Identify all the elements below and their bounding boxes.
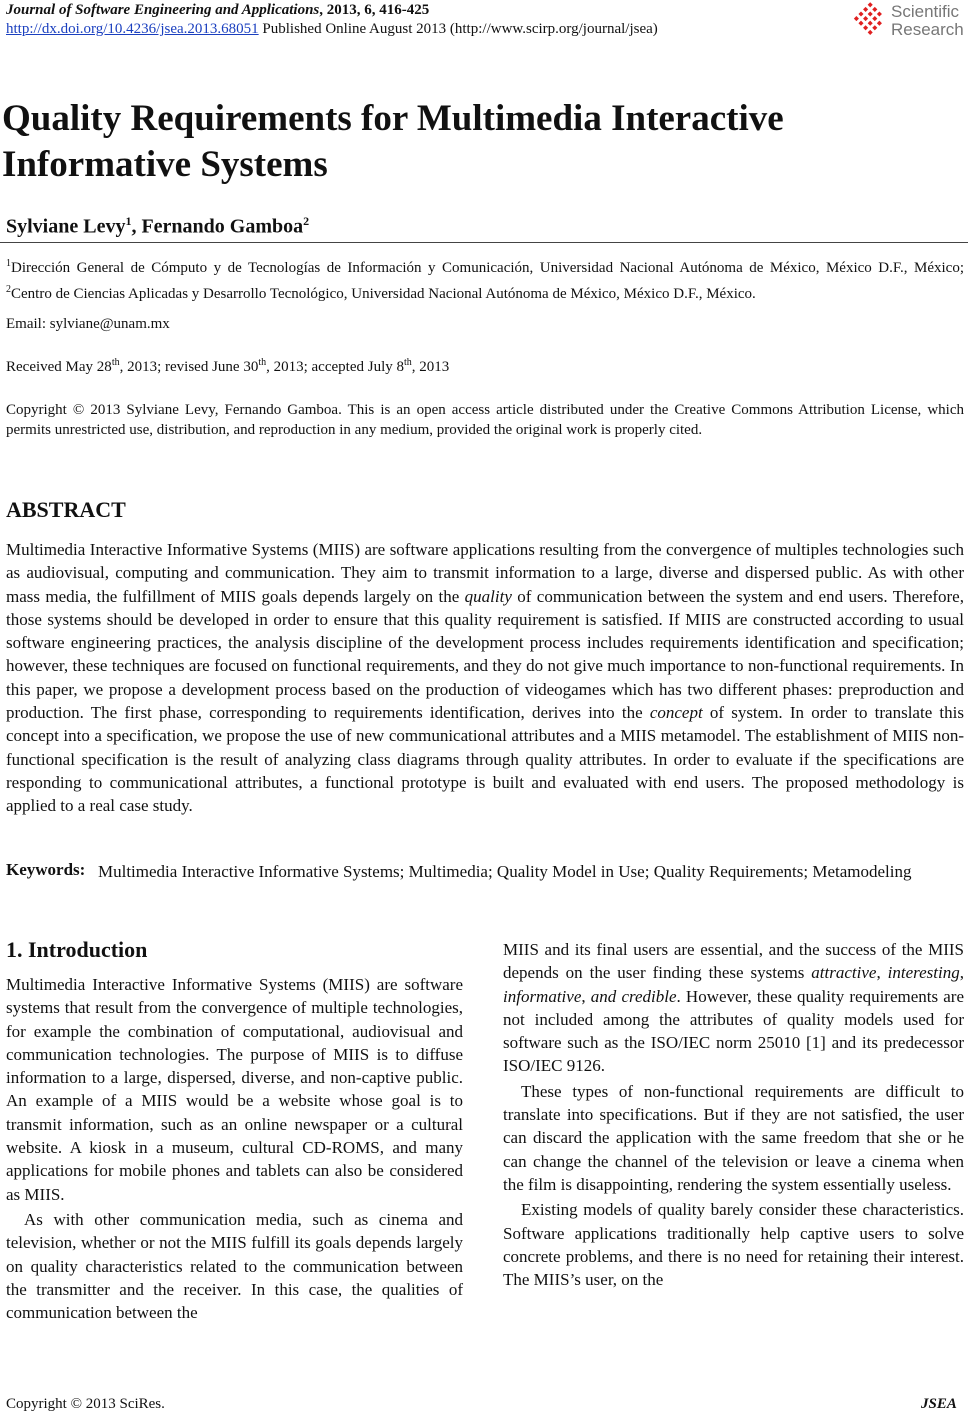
author-1: Sylviane Levy xyxy=(6,215,126,238)
author-list xyxy=(6,214,309,239)
logo-square xyxy=(868,2,873,7)
footer-copyright: Copyright © 2013 SciRes. xyxy=(6,1396,165,1412)
abstract-text-3: of system. In order to translate this concept into a specification, we propose the use of new communicational attributes and a MIIS metamodel. The establishment of MIIS non-functional specification is the result of analyzing class diagrams through quality attributes. In order to evaluate if the specifications are responding to communicational attributes, a functional prototype is built and evaluated with end users. The proposed methodology is applied to a real case study. xyxy=(6,703,964,816)
abstract-body xyxy=(6,538,964,818)
affil-2: Centro de Ciencias Aplicadas y Desarrollo Tecnológico, Universidad Nacional Autónoma de México, México D.F., México. xyxy=(11,286,756,302)
logo-square xyxy=(872,25,877,30)
text-run: , xyxy=(876,963,888,983)
logo-square xyxy=(868,30,873,35)
logo-square xyxy=(877,21,882,26)
intro-paragraph: Existing models of quality barely consider these characteristics. Software applications traditionally help captive users to solve concrete problems, and there is no need for retaining their interest. The MIIS’s user, on the xyxy=(503,1200,964,1290)
logo-square xyxy=(872,16,877,21)
logo-line-2: Research xyxy=(891,20,964,39)
logo-square xyxy=(863,25,868,30)
logo-square xyxy=(877,11,882,16)
italic-term: informative xyxy=(503,986,582,1006)
right-column xyxy=(503,938,964,1291)
header-divider xyxy=(0,242,968,243)
copyright-notice: Copyright © 2013 Sylviane Levy, Fernando Gamboa. This is an open access article distributed under the Creative Commons Attribution License, which permits unrestricted use, distribution, and reproduction in any medium, provided the original work is properly cited. xyxy=(6,402,964,438)
revised-part: , 2013; revised June 30 xyxy=(119,359,259,375)
author-email: Email: sylviane@unam.mx xyxy=(6,316,170,332)
text-run: , xyxy=(959,963,964,983)
abstract-text-2: of communication between the system and end users. Therefore, those systems should be developed in order to ensure that this quality requirement is satisfied. If MIIS are constructed according to usual software engineering practices, the analysis discipline of the development process includes requirements identification and specification; however, these techniques are focused on functional requirements, and they do not give much importance to non-functional requirements. In this paper, we propose a development process based on the production of videogames which has two different phases: preproduction and production. The first phase, corresponding to requirements identification, derives into the xyxy=(6,586,964,723)
logo-square xyxy=(872,7,877,12)
author-separator: , xyxy=(131,215,142,238)
logo-square xyxy=(854,16,859,21)
intro-paragraph: These types of non-functional requirements are difficult to translate into specifications. But if they are not satisfied, the user can discard the application with the same freedom that she or he can change the channel of the television or leave a cinema when the film is disappointing, rendering the system essentially useless. xyxy=(503,1081,964,1194)
italic-term: and credible xyxy=(590,986,677,1006)
italic-term: interesting xyxy=(887,963,960,983)
text-run: , xyxy=(581,986,591,1006)
published-online: Published Online August 2013 (http://www.scirp.org/journal/jsea) xyxy=(258,21,658,37)
abstract-text-1: Multimedia Interactive Informative Systems (MIIS) are software applications resulting from the convergence of multiples technologies such as audiovisual, computing and communication. They aim to transmit information to a large, diverse and dispersed public. As with other mass media, the fulfillment of MIIS goals depends largely on the xyxy=(6,540,964,606)
affil-1-marker: 1 xyxy=(6,258,11,269)
revised-sup: th xyxy=(258,357,267,368)
italic-term: attractive xyxy=(811,963,877,983)
received-dates xyxy=(6,357,449,376)
intro-paragraph: As with other communication media, such as cinema and television, whether or not the MIIS fulfill its goals depends largely on quality characteristics related to the communication between the transmitter and the receiver. In this case, the qualities of communication between the xyxy=(6,1209,463,1323)
abstract-concept: concept xyxy=(649,703,703,723)
keywords-label: Keywords: xyxy=(6,860,86,879)
journal-volume: , 2013, 6, 416-425 xyxy=(319,2,430,18)
left-column xyxy=(6,973,463,1324)
footer-journal-abbrev: JSEA xyxy=(921,1396,957,1412)
logo-square xyxy=(868,11,873,16)
logo-square xyxy=(863,16,868,21)
publisher-logo-mark xyxy=(848,1,888,41)
section-heading-introduction: 1. Introduction xyxy=(6,937,148,962)
logo-square xyxy=(868,21,873,26)
author-2: Fernando Gamboa xyxy=(141,215,304,238)
author-1-affil: 1 xyxy=(125,214,132,228)
abstract-quality: quality xyxy=(464,586,512,606)
text-run: MIIS and its final users are essential, and the success of the MIIS depends on the user finding these systems xyxy=(503,940,964,983)
abstract-heading: ABSTRACT xyxy=(6,497,126,522)
year-part: , 2013 xyxy=(411,359,450,375)
intro-paragraph xyxy=(503,938,964,1078)
received-part: Received May 28 xyxy=(6,359,112,375)
keywords-text: Multimedia Interactive Informative Systems; Multimedia; Quality Model in Use; Quality Requirements; Metamodeling xyxy=(98,862,912,881)
doi-link[interactable]: http://dx.doi.org/10.4236/jsea.2013.68051 xyxy=(6,21,259,37)
author-2-affil: 2 xyxy=(303,214,310,228)
intro-paragraph: Multimedia Interactive Informative Systems (MIIS) are software systems that result from the convergence of multiple technologies, for example the combination of computational, audiovisual and communication technologies. The purpose of MIIS is to diffuse information to a large, dispersed, diverse, and non-captive public. An example of a MIIS would be a website whose goal is to transmit information, such as an online newspaper or a cultural website. A kiosk in a museum, cultural CD-ROMS, and many applications for mobile phones and tablets can also be considered as MIIS. xyxy=(6,975,463,1204)
journal-name: Journal of Software Engineering and Applications xyxy=(6,2,320,18)
paper-title: Quality Requirements for Multimedia Interactive Informative Systems xyxy=(2,98,784,185)
logo-square xyxy=(858,11,863,16)
logo-line-1: Scientific xyxy=(891,2,960,21)
received-sup: th xyxy=(111,357,120,368)
journal-header xyxy=(6,2,429,19)
accepted-sup: th xyxy=(404,357,412,368)
text-run: . However, these quality requirements are not included among the attributes of quality models used for software such as the ISO/IEC norm 25010 [1] and its predecessor ISO/IEC 9126. xyxy=(503,986,965,1076)
doi-line xyxy=(6,21,658,38)
logo-square xyxy=(858,21,863,26)
publisher-logo xyxy=(848,1,968,43)
affil-1: Dirección General de Cómputo y de Tecnologías de Información y Comunicación, Universidad Nacional Autónoma de México, México D.F., México; xyxy=(11,260,964,276)
logo-square xyxy=(863,7,868,12)
affiliations xyxy=(6,253,964,305)
accepted-part: , 2013; accepted July 8 xyxy=(266,359,404,375)
affil-2-marker: 2 xyxy=(6,284,11,295)
